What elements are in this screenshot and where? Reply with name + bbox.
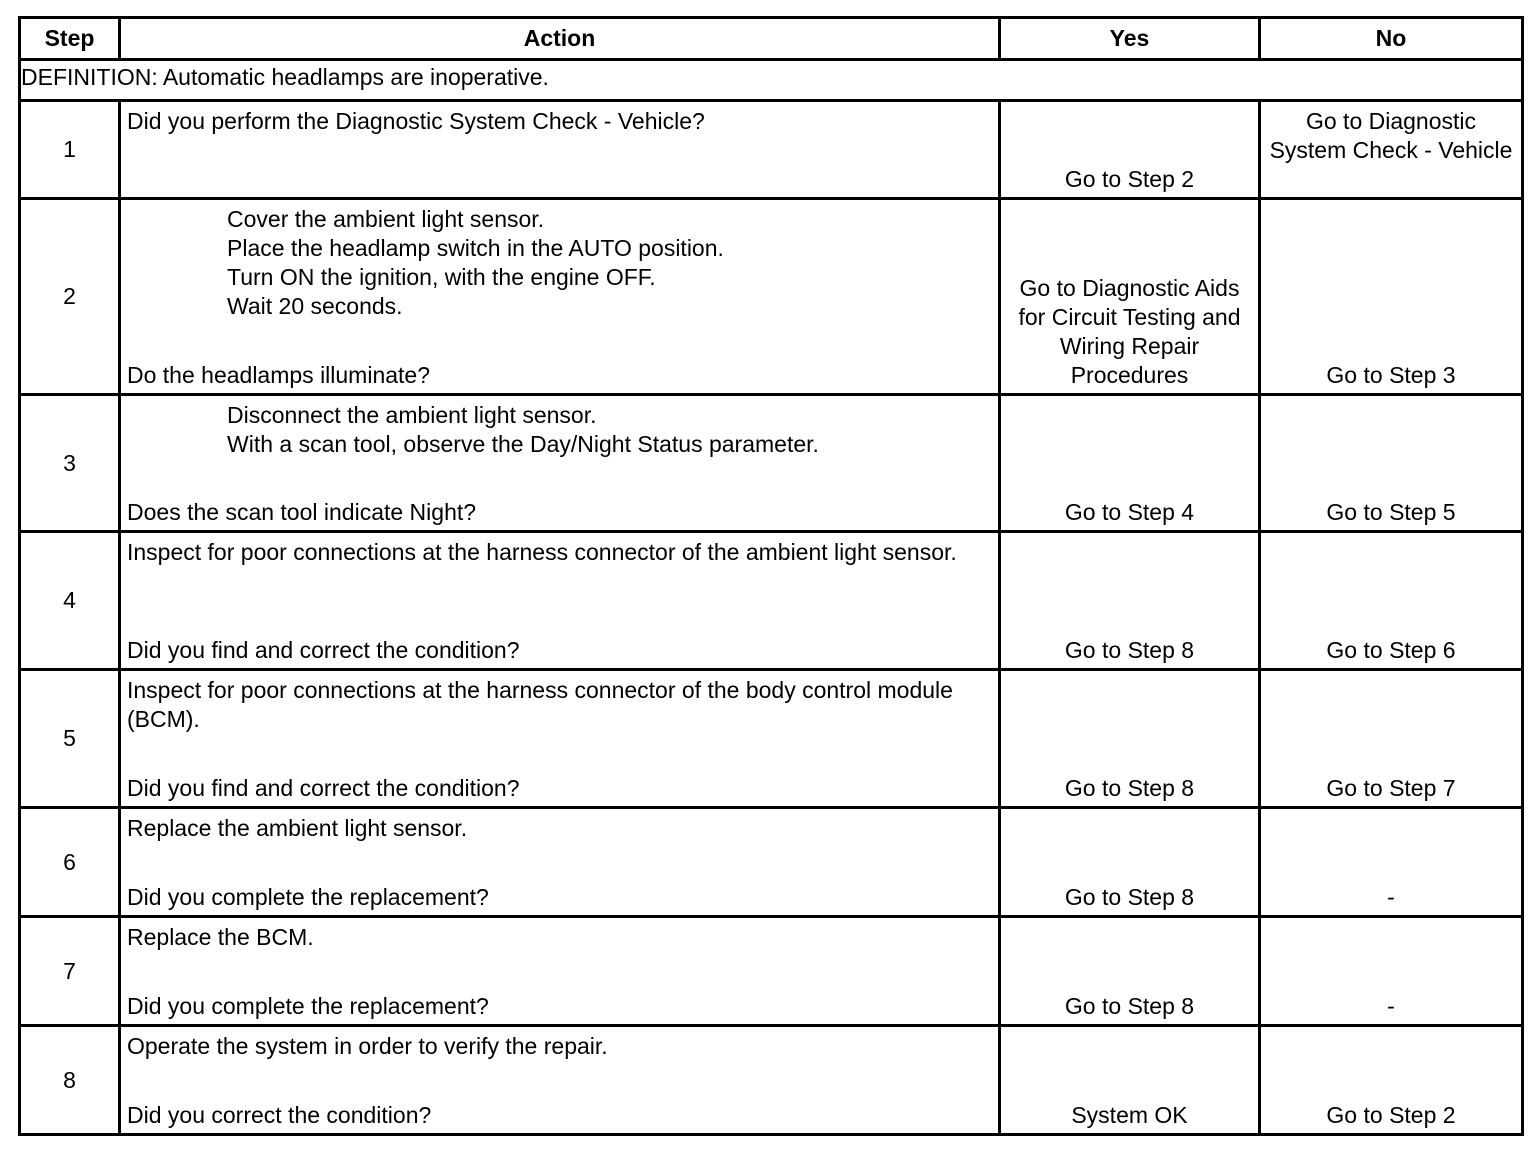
yes-result: Go to Step 8 — [1064, 637, 1195, 663]
yes-result: Go to Step 8 — [1064, 884, 1195, 910]
action-instruction: Wait 20 seconds. — [227, 293, 403, 319]
action-instruction: With a scan tool, observe the Day/Night Status parameter. — [227, 431, 819, 457]
no-result: Go to Step 3 — [1326, 362, 1456, 388]
step-number: 2 — [20, 199, 120, 395]
no-result: Go to Step 6 — [1326, 637, 1456, 663]
no-result-cell — [1260, 395, 1523, 532]
action-cell — [120, 101, 1000, 199]
action-instruction: Inspect for poor connections at the harness connector of the body control module (BCM). — [127, 677, 953, 732]
yes-result-cell — [1000, 532, 1260, 670]
action-question: Did you find and correct the condition? — [127, 637, 520, 663]
no-result-cell — [1260, 808, 1523, 917]
action-instruction: Operate the system in order to verify the repair. — [127, 1033, 608, 1059]
no-result-cell — [1260, 101, 1523, 199]
step-row — [20, 101, 1523, 199]
definition-text: DEFINITION: Automatic headlamps are inoperative. — [20, 60, 1523, 101]
action-cell — [120, 1026, 1000, 1135]
step-row — [20, 670, 1523, 808]
action-instruction: Replace the ambient light sensor. — [127, 815, 468, 841]
yes-result-cell — [1000, 670, 1260, 808]
yes-result: Go to Diagnostic Aids for Circuit Testing and Wiring Repair Procedures — [1018, 275, 1241, 388]
header-step: Step — [20, 18, 120, 60]
header-no: No — [1260, 18, 1523, 60]
header-row — [20, 18, 1523, 60]
no-result: Go to Step 5 — [1326, 499, 1456, 525]
action-instruction: Inspect for poor connections at the harness connector of the ambient light sensor. — [127, 539, 957, 565]
action-question: Did you find and correct the condition? — [127, 775, 520, 801]
header-yes: Yes — [1000, 18, 1260, 60]
yes-result: Go to Step 4 — [1064, 499, 1195, 525]
action-question: Does the scan tool indicate Night? — [127, 499, 477, 525]
action-question: Do the headlamps illuminate? — [127, 362, 431, 388]
yes-result-cell — [1000, 1026, 1260, 1135]
no-result: Go to Diagnostic System Check - Vehicle — [1269, 108, 1513, 163]
action-instruction: Cover the ambient light sensor. — [227, 206, 545, 232]
step-row — [20, 917, 1523, 1026]
yes-result: Go to Step 8 — [1064, 993, 1195, 1019]
action-instruction: Disconnect the ambient light sensor. — [227, 402, 597, 428]
no-result-cell — [1260, 1026, 1523, 1135]
no-result-cell — [1260, 199, 1523, 395]
no-result: Go to Step 7 — [1326, 775, 1456, 801]
no-result-cell — [1260, 532, 1523, 670]
action-cell — [120, 395, 1000, 532]
no-result-cell — [1260, 917, 1523, 1026]
step-row — [20, 395, 1523, 532]
yes-result: Go to Step 2 — [1064, 166, 1195, 192]
no-result: - — [1387, 884, 1395, 910]
action-instruction: Place the headlamp switch in the AUTO position. — [227, 235, 724, 261]
no-result-cell — [1260, 670, 1523, 808]
step-number: 1 — [20, 101, 120, 199]
step-number: 3 — [20, 395, 120, 532]
header-action: Action — [120, 18, 1000, 60]
no-result: - — [1387, 993, 1395, 1019]
action-cell — [120, 532, 1000, 670]
no-result: Go to Step 2 — [1326, 1102, 1456, 1128]
action-instruction: Did you perform the Diagnostic System Check - Vehicle? — [127, 108, 705, 134]
step-row — [20, 1026, 1523, 1135]
yes-result-cell — [1000, 917, 1260, 1026]
action-question: Did you correct the condition? — [127, 1102, 432, 1128]
action-instruction: Turn ON the ignition, with the engine OFF. — [227, 264, 656, 290]
action-instruction: Replace the BCM. — [127, 924, 314, 950]
action-cell — [120, 917, 1000, 1026]
action-cell — [120, 670, 1000, 808]
action-question: Did you complete the replacement? — [127, 884, 489, 910]
yes-result-cell — [1000, 101, 1260, 199]
action-question: Did you complete the replacement? — [127, 993, 489, 1019]
yes-result: System OK — [1071, 1102, 1188, 1128]
action-cell — [120, 199, 1000, 395]
step-row — [20, 808, 1523, 917]
step-number: 8 — [20, 1026, 120, 1135]
action-cell — [120, 808, 1000, 917]
yes-result-cell — [1000, 395, 1260, 532]
step-number: 6 — [20, 808, 120, 917]
yes-result-cell — [1000, 199, 1260, 395]
step-row — [20, 199, 1523, 395]
step-number: 5 — [20, 670, 120, 808]
step-number: 7 — [20, 917, 120, 1026]
step-number: 4 — [20, 532, 120, 670]
yes-result: Go to Step 8 — [1064, 775, 1195, 801]
diagnostic-table — [18, 16, 1524, 1136]
yes-result-cell — [1000, 808, 1260, 917]
definition-row — [20, 60, 1523, 101]
step-row — [20, 532, 1523, 670]
